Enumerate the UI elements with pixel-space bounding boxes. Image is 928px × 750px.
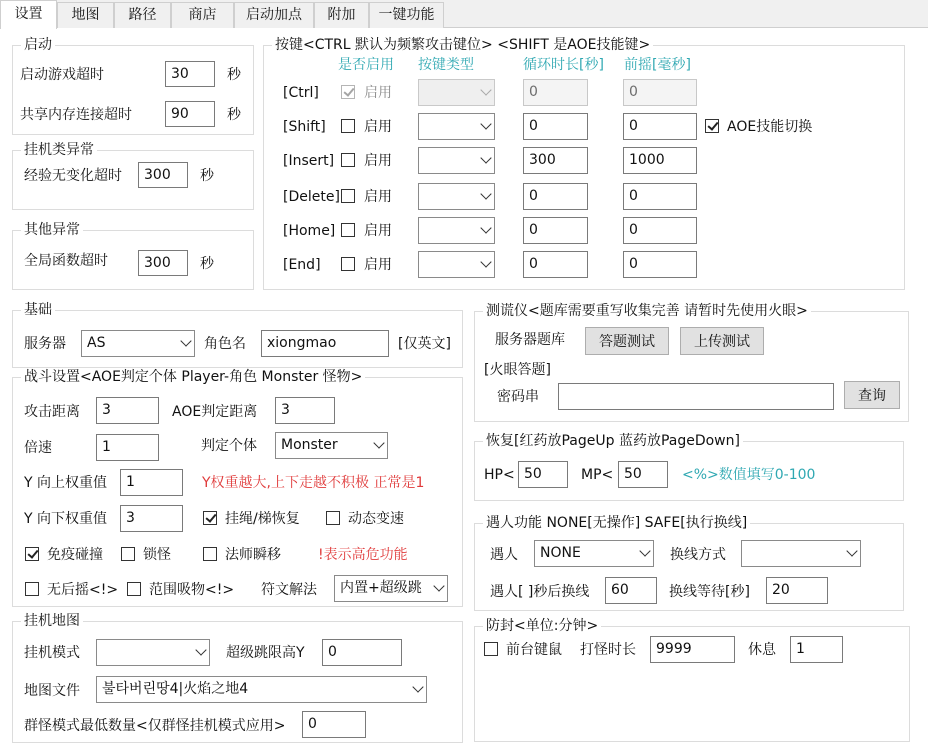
key-delete-pre-input[interactable]: 0: [623, 183, 697, 210]
key-ctrl-cycle-input[interactable]: 0: [523, 79, 588, 106]
key-label-ctrl: [Ctrl]: [283, 85, 319, 101]
key-label-delete: [Delete]: [283, 189, 340, 205]
wait-label: 换线等待[秒]: [669, 584, 750, 600]
chevron-down-icon: [433, 580, 444, 591]
key-string-label: 密码串: [497, 389, 539, 405]
tab-settings[interactable]: 设置: [0, 0, 57, 29]
chevron-down-icon: [480, 188, 491, 199]
fire-eye-label: [火眼答题]: [484, 362, 551, 378]
chevron-down-icon: [846, 545, 857, 556]
key-string-input[interactable]: [558, 383, 834, 410]
immune-collision-checkbox[interactable]: [25, 547, 39, 561]
rune-value: 内置+超级跳: [340, 580, 422, 596]
mp-label: MP<: [581, 467, 614, 483]
server-label: 服务器: [24, 336, 66, 352]
speed-input[interactable]: 1: [96, 434, 159, 461]
key-delete-cycle-input[interactable]: 0: [523, 183, 588, 210]
global-timeout-unit: 秒: [200, 256, 214, 272]
range-absorb-checkbox[interactable]: [127, 582, 141, 596]
hp-label: HP<: [484, 467, 515, 483]
key-ctrl-enable-label: 启用: [364, 85, 392, 101]
attack-distance-label: 攻击距离: [24, 404, 80, 420]
key-end-enable-label: 启用: [364, 257, 392, 273]
key-label-shift: [Shift]: [283, 119, 326, 135]
keys-header-type: 按键类型: [418, 57, 474, 73]
key-delete-enable-label: 启用: [364, 189, 392, 205]
tab-map[interactable]: 地图: [57, 2, 114, 28]
key-home-pre-input[interactable]: 0: [623, 217, 697, 244]
avoid-title: 遇人功能 NONE[无操作] SAFE[执行换线]: [483, 514, 750, 532]
basic-title: 基础: [21, 301, 55, 319]
judge-label: 判定个体: [201, 438, 257, 454]
exp-timeout-label: 经验无变化超时: [24, 168, 122, 184]
chevron-down-icon: [480, 152, 491, 163]
question-bank-label: 服务器题库: [495, 332, 565, 348]
key-label-end: [End]: [283, 257, 321, 273]
y-weight-hint: Y权重越大,上下走越不积极 正常是1: [202, 475, 425, 491]
exp-timeout-unit: 秒: [200, 168, 214, 184]
shm-timeout-unit: 秒: [227, 107, 241, 123]
recovery-title: 恢复[红药放PageUp 蓝药放PageDown]: [483, 432, 743, 450]
aoe-distance-input[interactable]: 3: [275, 397, 335, 424]
exp-timeout-input[interactable]: 300: [138, 162, 188, 188]
game-timeout-input[interactable]: 30: [165, 61, 215, 87]
key-end-cycle-input[interactable]: 0: [523, 251, 588, 278]
key-shift-pre-input[interactable]: 0: [623, 113, 697, 140]
global-timeout-label: 全局函数超时: [24, 253, 108, 269]
chevron-down-icon: [480, 84, 491, 95]
key-insert-enable-label: 启用: [364, 153, 392, 169]
map-file-value: 불타버린땅4|火焰之地4: [102, 681, 249, 697]
key-delete-type-select[interactable]: [418, 183, 495, 210]
chevron-down-icon: [180, 335, 191, 346]
server-select[interactable]: [81, 330, 195, 357]
meet-select[interactable]: [534, 540, 654, 567]
rest-input[interactable]: 1: [790, 636, 843, 663]
tab-shop[interactable]: 商店: [171, 2, 234, 28]
danger-hint: !表示高危功能: [318, 547, 408, 563]
switch-mode-select[interactable]: [741, 540, 861, 567]
rune-select[interactable]: [334, 575, 448, 602]
role-label: 角色名: [204, 336, 246, 352]
no-shake-label: 无后摇<!>: [47, 582, 119, 598]
keys-title: 按键<CTRL 默认为频繁攻击键位> <SHIFT 是AOE技能键>: [272, 36, 653, 54]
key-home-type-select[interactable]: [418, 217, 495, 244]
lie-detector-title: 测谎仪<题库需要重写收集完善 请暂时先使用火眼>: [483, 302, 811, 320]
speed-label: 倍速: [24, 440, 52, 456]
mp-input[interactable]: 50: [618, 461, 668, 488]
map-file-label: 地图文件: [24, 683, 80, 699]
y-up-input[interactable]: 1: [120, 469, 183, 496]
query-button[interactable]: 查询: [844, 381, 900, 409]
shm-timeout-input[interactable]: 90: [165, 101, 215, 127]
key-insert-type-select[interactable]: [418, 147, 495, 174]
key-delete-enable-checkbox[interactable]: [341, 189, 355, 203]
y-down-input[interactable]: 3: [120, 505, 183, 532]
immune-collision-label: 免疫碰撞: [47, 547, 103, 563]
dynamic-speed-label: 动态变速: [348, 511, 404, 527]
chevron-down-icon: [480, 118, 491, 129]
meet-label: 遇人: [490, 547, 518, 563]
y-up-label: Y 向上权重值: [24, 475, 108, 491]
keys-header-enabled: 是否启用: [338, 57, 394, 73]
answer-test-button[interactable]: 答题测试: [585, 327, 669, 355]
afk-map-title: 挂机地图: [21, 612, 83, 630]
key-insert-enable-checkbox[interactable]: [341, 153, 355, 167]
combat-title: 战斗设置<AOE判定个体 Player-角色 Monster 怪物>: [21, 368, 365, 386]
fight-duration-label: 打怪时长: [580, 642, 636, 658]
other-error-title: 其他异常: [21, 221, 83, 239]
key-end-pre-input[interactable]: 0: [623, 251, 697, 278]
afk-mode-label: 挂机模式: [24, 645, 80, 661]
judge-value: Monster: [281, 437, 338, 453]
game-timeout-label: 启动游戏超时: [20, 67, 104, 83]
role-input[interactable]: xiongmao: [261, 330, 389, 357]
key-shift-cycle-input[interactable]: 0: [523, 113, 588, 140]
key-insert-cycle-input[interactable]: 300: [523, 147, 588, 174]
lock-monster-checkbox[interactable]: [121, 547, 135, 561]
key-ctrl-type-select[interactable]: [418, 79, 495, 106]
chevron-down-icon: [480, 222, 491, 233]
group-min-label: 群怪模式最低数量<仅群怪挂机模式应用>: [24, 718, 286, 734]
startup-title: 启动: [21, 36, 55, 54]
mage-teleport-checkbox[interactable]: [203, 547, 217, 561]
tab-bar: [0, 0, 928, 28]
key-shift-enable-label: 启用: [364, 119, 392, 135]
game-timeout-unit: 秒: [227, 67, 241, 83]
global-timeout-input[interactable]: 300: [138, 250, 188, 276]
chevron-down-icon: [639, 545, 650, 556]
chevron-down-icon: [480, 256, 491, 267]
aoe-switch-label: AOE技能切换: [727, 119, 813, 135]
after-label: 遇人[ ]秒后换线: [490, 584, 590, 600]
y-down-label: Y 向下权重值: [24, 511, 108, 527]
foreground-input-checkbox[interactable]: [484, 642, 498, 656]
recovery-hint: <%>数值填写0-100: [682, 467, 816, 483]
afk-mode-select[interactable]: [96, 639, 210, 666]
no-shake-checkbox[interactable]: [25, 582, 39, 596]
key-insert-pre-input[interactable]: 1000: [623, 147, 697, 174]
super-jump-label: 超级跳限高Y: [226, 645, 305, 661]
super-jump-input[interactable]: 0: [322, 639, 402, 666]
rest-label: 休息: [748, 642, 776, 658]
key-label-home: [Home]: [283, 223, 336, 239]
range-absorb-label: 范围吸物<!>: [149, 582, 235, 598]
key-end-enable-checkbox[interactable]: [341, 257, 355, 271]
meet-value: NONE: [540, 545, 581, 561]
switch-mode-label: 换线方式: [670, 547, 726, 563]
fight-duration-input[interactable]: 9999: [650, 636, 735, 663]
after-input[interactable]: 60: [605, 577, 657, 604]
shm-timeout-label: 共享内存连接超时: [20, 107, 132, 123]
group-min-input[interactable]: 0: [302, 711, 366, 738]
aoe-distance-label: AOE判定距离: [172, 404, 258, 420]
server-value: AS: [87, 335, 106, 351]
upload-test-button[interactable]: 上传测试: [680, 327, 764, 355]
chevron-down-icon: [373, 437, 384, 448]
tab-startup-points[interactable]: 启动加点: [234, 2, 314, 28]
anti-ban-title: 防封<单位:分钟>: [483, 617, 601, 635]
judge-select[interactable]: [275, 432, 388, 459]
ladder-recovery-label: 挂绳/梯恢复: [225, 511, 300, 527]
role-hint: [仅英文]: [398, 336, 451, 352]
key-end-type-select[interactable]: [418, 251, 495, 278]
dynamic-speed-checkbox[interactable]: [326, 511, 340, 525]
key-shift-type-select[interactable]: [418, 113, 495, 140]
wait-input[interactable]: 20: [766, 577, 828, 604]
foreground-input-label: 前台键鼠: [506, 642, 562, 658]
key-label-insert: [Insert]: [283, 153, 335, 169]
key-ctrl-pre-input[interactable]: 0: [623, 79, 697, 106]
rune-label: 符文解法: [261, 582, 317, 598]
tab-one-click[interactable]: 一键功能: [369, 2, 444, 28]
key-home-enable-checkbox[interactable]: [341, 223, 355, 237]
attack-distance-input[interactable]: 3: [96, 397, 159, 424]
ladder-recovery-checkbox[interactable]: [203, 511, 217, 525]
keys-header-pre: 前摇[毫秒]: [624, 57, 691, 73]
key-home-cycle-input[interactable]: 0: [523, 217, 588, 244]
hp-input[interactable]: 50: [518, 461, 568, 488]
lock-monster-label: 锁怪: [143, 547, 171, 563]
chevron-down-icon: [412, 681, 423, 692]
map-file-select[interactable]: [96, 676, 427, 703]
tab-path[interactable]: 路径: [114, 2, 171, 28]
key-home-enable-label: 启用: [364, 223, 392, 239]
aoe-switch-checkbox[interactable]: [705, 119, 719, 133]
keys-header-cycle: 循环时长[秒]: [523, 57, 604, 73]
key-ctrl-enable-checkbox[interactable]: [341, 85, 355, 99]
mage-teleport-label: 法师瞬移: [225, 547, 281, 563]
tab-extra[interactable]: 附加: [314, 2, 369, 28]
chevron-down-icon: [195, 644, 206, 655]
key-shift-enable-checkbox[interactable]: [341, 119, 355, 133]
afk-error-title: 挂机类异常: [21, 141, 97, 159]
